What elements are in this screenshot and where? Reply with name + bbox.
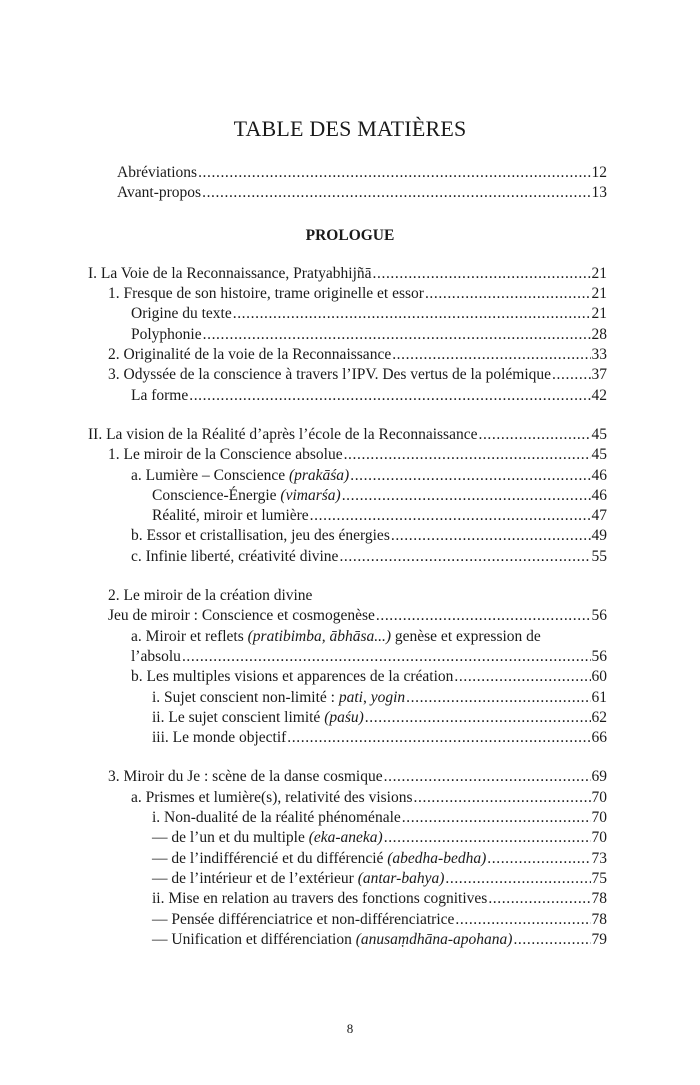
entry-title (108, 606, 375, 626)
entry-text: — Unification et différenciation (152, 930, 356, 948)
dot-leader (478, 425, 590, 445)
dot-leader (402, 808, 591, 828)
entry-title (152, 930, 512, 950)
toc-entry[interactable] (0, 386, 700, 406)
toc-entry[interactable] (0, 767, 700, 787)
entry-text: Abréviations (117, 164, 198, 181)
entry-text: i. Sujet conscient non-limité : (152, 688, 339, 706)
entry-page-number: 12 (591, 164, 607, 181)
toc-entry[interactable] (0, 586, 700, 606)
entry-text: — de l’indifférencié et du différencié (152, 849, 388, 867)
dot-leader (310, 506, 591, 526)
toc-entry[interactable] (0, 728, 700, 748)
dot-leader (425, 284, 591, 304)
dot-leader (391, 526, 591, 546)
toc-entry[interactable] (0, 325, 700, 345)
entry-title (117, 183, 201, 203)
toc-entry[interactable] (0, 486, 700, 506)
entry-text: 1. Fresque de son histoire, trame originelle et essor (108, 285, 424, 303)
toc-entry[interactable] (0, 183, 700, 203)
entry-title (152, 910, 454, 930)
entry-page-number: 45 (591, 446, 607, 464)
toc-entry[interactable] (0, 345, 700, 365)
toc-entry[interactable] (0, 647, 700, 667)
entry-page-number: 70 (591, 788, 607, 806)
entry-term-italic: (anusaṃdhāna-apohana) (355, 930, 513, 948)
entry-title (152, 506, 309, 526)
entry-title (152, 849, 486, 869)
entry-term-italic: (paśu) (324, 708, 364, 726)
entry-title (152, 808, 401, 828)
toc-entry[interactable] (0, 506, 700, 526)
entry-page-number: 73 (591, 849, 607, 867)
entry-text: 2. Le miroir de la création divine (108, 587, 313, 605)
entry-term-italic: yogin (370, 688, 406, 706)
entry-page-number: 21 (591, 264, 607, 282)
toc-entry[interactable] (0, 606, 700, 626)
entry-page-number: 33 (591, 346, 607, 364)
toc-entry[interactable] (0, 304, 700, 324)
entry-text: genèse et expression de (391, 627, 541, 645)
entry-text: Jeu de miroir : Conscience et cosmogenèse (108, 607, 375, 625)
entry-term-italic: (pratibimba, ābhāsa...) (247, 627, 392, 645)
entry-text: 3. Odyssée de la conscience à travers l’IPV. Des vertus de la polémique (108, 366, 552, 384)
toc-entry[interactable] (0, 627, 700, 647)
entry-text: Conscience-Énergie (152, 486, 281, 504)
toc-entry[interactable] (0, 466, 700, 486)
entry-title (108, 445, 343, 465)
entry-page-number: 45 (591, 425, 607, 443)
dot-leader (384, 767, 591, 787)
toc-entry[interactable] (0, 284, 700, 304)
toc-entry[interactable] (0, 930, 700, 950)
entry-title (131, 304, 232, 324)
dot-leader (189, 386, 590, 406)
dot-leader (406, 688, 590, 708)
dot-leader (384, 828, 591, 848)
dot-leader (373, 264, 591, 284)
dot-leader (365, 708, 591, 728)
front-matter (0, 163, 700, 204)
toc-entry[interactable] (0, 889, 700, 909)
entry-page-number: 49 (591, 527, 607, 545)
entry-text: 1. Le miroir de la Conscience absolue (108, 446, 343, 464)
dot-leader (414, 788, 591, 808)
entry-title (131, 526, 390, 546)
toc-entry[interactable] (0, 547, 700, 567)
entry-page-number: 55 (591, 547, 607, 565)
dot-leader (350, 466, 590, 486)
entry-page-number: 70 (591, 829, 607, 847)
entry-page-number: 56 (591, 607, 607, 625)
entry-page-number: 75 (591, 869, 607, 887)
entry-page-number: 37 (591, 366, 607, 384)
dot-leader (339, 547, 590, 567)
entry-text: 2. Originalité de la voie de la Reconnaissance (108, 346, 392, 364)
entry-page-number: 69 (591, 768, 607, 786)
dot-leader (487, 849, 590, 869)
dot-leader (182, 647, 591, 667)
toc-entry[interactable] (0, 688, 700, 708)
entry-page-number: 46 (591, 466, 607, 484)
entry-text: a. Lumière – Conscience (131, 466, 289, 484)
entry-title (88, 425, 477, 445)
entry-title (131, 647, 181, 667)
entry-title (131, 466, 349, 486)
entry-page-number: 79 (591, 930, 607, 948)
table-of-contents (0, 163, 700, 950)
entry-page-number: 13 (591, 184, 607, 202)
entry-text: c. Infinie liberté, créativité divine (131, 547, 339, 565)
entry-text: b. Essor et cristallisation, jeu des énergies (131, 527, 390, 545)
entry-text: ii. Mise en relation au travers des fonctions cognitives (152, 890, 488, 908)
dot-leader (203, 325, 591, 345)
entry-text: — de l’un et du multiple (152, 829, 309, 847)
page-title: TABLE DES MATIÈRES (233, 116, 467, 141)
dot-leader (233, 304, 591, 324)
entry-title (152, 869, 444, 889)
entry-page-number: 78 (591, 890, 607, 908)
dot-leader (445, 869, 590, 889)
entry-text: ii. Le sujet conscient limité (152, 708, 325, 726)
dot-leader (202, 183, 590, 203)
entry-text: b. Les multiples visions et apparences de la création (131, 668, 454, 686)
entry-title (131, 547, 338, 567)
entry-text: I. La Voie de la Reconnaissance, Pratyabhijñā (88, 264, 372, 282)
toc-section (0, 425, 700, 567)
dot-leader (198, 163, 590, 183)
dot-leader (344, 445, 591, 465)
entry-text: i. Non-dualité de la réalité phénoménale (152, 809, 401, 827)
entry-title (152, 889, 487, 909)
entry-title (152, 728, 286, 748)
entry-title (152, 828, 383, 848)
entry-term-italic: (prakāśa) (288, 466, 350, 484)
entry-text: — Pensée différenciatrice et non-différenciatrice (152, 910, 455, 928)
entry-title (88, 264, 372, 284)
dot-leader (342, 486, 591, 506)
toc-entry[interactable] (0, 667, 700, 687)
toc-section (0, 767, 700, 950)
entry-text: Origine du texte (131, 305, 232, 323)
dot-leader (454, 667, 590, 687)
entry-page-number: 28 (591, 325, 607, 343)
toc-entry[interactable] (0, 869, 700, 889)
entry-title (152, 486, 341, 506)
entry-title (131, 325, 202, 345)
entry-text: iii. Le monde objectif (152, 729, 287, 747)
dot-leader (552, 365, 590, 385)
entry-page-number: 61 (591, 688, 607, 706)
entry-text: La forme (131, 386, 189, 404)
entry-title (108, 284, 424, 304)
entry-title (152, 708, 364, 728)
toc-entry[interactable] (0, 425, 700, 445)
dot-leader (455, 910, 590, 930)
entry-term-italic: (eka-aneka) (308, 829, 383, 847)
toc-entry[interactable] (0, 910, 700, 930)
toc-entry[interactable] (0, 365, 700, 385)
entry-page-number: 56 (591, 647, 607, 665)
entry-title (131, 627, 541, 647)
entry-page-number: 70 (591, 809, 607, 827)
toc-entry[interactable] (0, 849, 700, 869)
entry-title (131, 667, 453, 687)
entry-page-number: 42 (591, 386, 607, 404)
entry-term-italic: (antar-bahya) (357, 869, 445, 887)
toc-entry[interactable] (0, 788, 700, 808)
entry-title (108, 586, 312, 606)
part-heading: PROLOGUE (305, 226, 395, 244)
entry-term-italic: pati (338, 688, 363, 706)
entry-text: II. La vision de la Réalité d’après l’école de la Reconnaissance (88, 425, 478, 443)
toc-entry[interactable] (0, 264, 700, 284)
toc-section (0, 264, 700, 406)
page-number: 8 (346, 1021, 354, 1036)
entry-page-number: 47 (591, 507, 607, 525)
entry-page-number: 60 (591, 668, 607, 686)
entry-text: , (362, 688, 371, 706)
entry-text: Avant-propos (117, 184, 202, 202)
entry-text: 3. Miroir du Je : scène de la danse cosmique (108, 768, 383, 786)
entry-page-number: 66 (591, 729, 607, 747)
toc-entry[interactable] (0, 163, 700, 183)
entry-page-number: 78 (591, 910, 607, 928)
entry-page-number: 21 (591, 305, 607, 323)
entry-term-italic: (vimarśa) (280, 486, 341, 504)
dot-leader (392, 345, 590, 365)
toc-entry[interactable] (0, 808, 700, 828)
entry-text: Réalité, miroir et lumière (152, 507, 309, 525)
entry-page-number: 62 (591, 708, 607, 726)
entry-text: Polyphonie (131, 325, 202, 343)
dot-leader (376, 606, 591, 626)
dot-leader (513, 930, 590, 950)
toc-entry[interactable] (0, 526, 700, 546)
entry-title (108, 345, 391, 365)
entry-page-number: 21 (591, 285, 607, 303)
entry-title (108, 365, 551, 385)
entry-title (131, 788, 413, 808)
entry-page-number: 46 (591, 486, 607, 504)
entry-text: a. Miroir et reflets (131, 627, 248, 645)
entry-title (117, 163, 197, 183)
toc-entry[interactable] (0, 708, 700, 728)
entry-text: l’absolu (131, 647, 181, 665)
entry-title (108, 767, 383, 787)
dot-leader (287, 728, 590, 748)
entry-text: a. Prismes et lumière(s), relativité des visions (131, 788, 413, 806)
entry-title (131, 386, 188, 406)
toc-section (0, 586, 700, 748)
dot-leader (488, 889, 590, 909)
toc-entry[interactable] (0, 828, 700, 848)
toc-entry[interactable] (0, 445, 700, 465)
entry-text: — de l’intérieur et de l’extérieur (152, 869, 358, 887)
entry-term-italic: (abedha-bedha) (387, 849, 487, 867)
entry-title (152, 688, 405, 708)
